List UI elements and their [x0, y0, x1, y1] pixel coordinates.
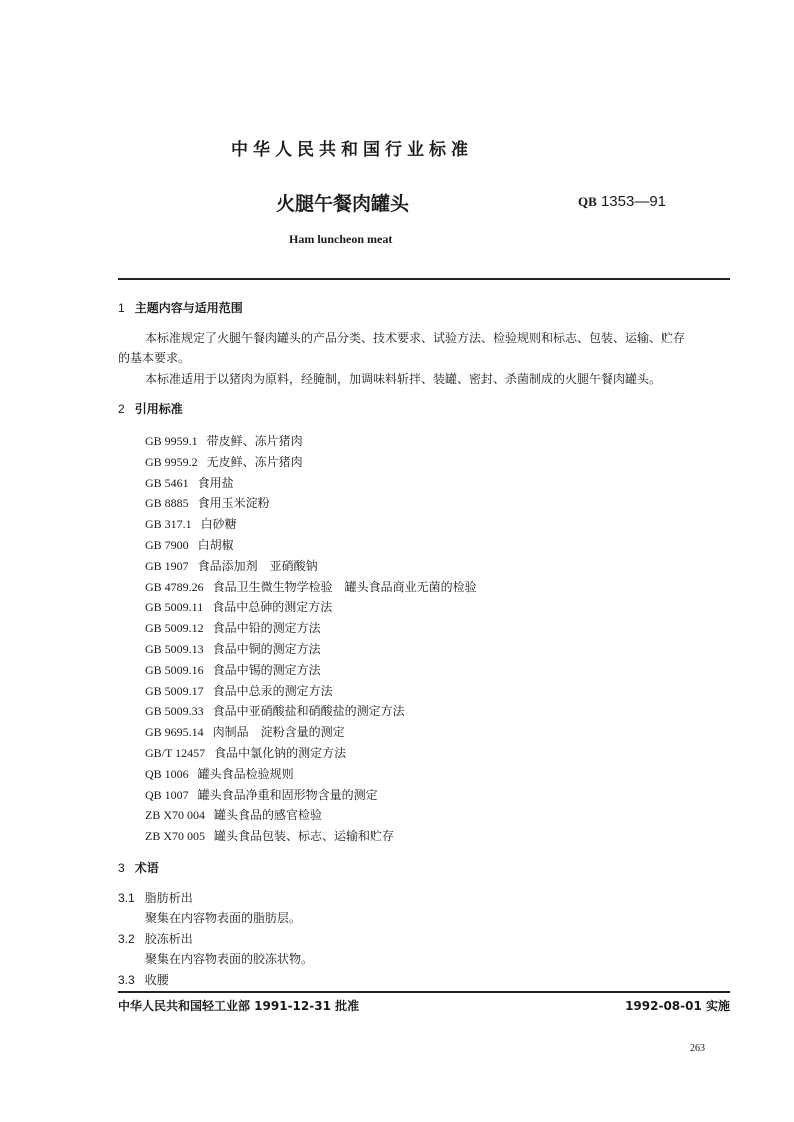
reference-item [145, 560, 318, 572]
term-3-3: 3.3 收腰 [118, 973, 169, 987]
section-2-heading: 2 引用标准 [118, 402, 183, 416]
reference-item [145, 601, 332, 613]
reference-title: 罐头食品的感官检验 [214, 808, 323, 823]
reference-title: 食品中亚硝酸盐和硝酸盐的测定方法 [212, 704, 405, 719]
reference-title: 食用盐 [197, 475, 234, 490]
reference-item [145, 830, 394, 842]
reference-title: 食品中氯化钠的测定方法 [214, 746, 347, 760]
effective-date: 1992-08-01 实施 [625, 999, 730, 1013]
section-1-para1: 本标准规定了火腿午餐肉罐头的产品分类、技术要求、试验方法、检验规则和标志、包装、运输、贮存 [145, 331, 686, 345]
reference-item [145, 726, 345, 738]
reference-item [145, 518, 237, 530]
reference-title: 肉制品 淀粉含量的测定 [212, 725, 345, 740]
reference-code: GB 8885 [145, 496, 189, 511]
reference-item [145, 768, 294, 780]
reference-code: GB 5009.17 [145, 683, 204, 698]
reference-title: 食品添加剂 亚硝酸钠 [197, 558, 318, 573]
reference-code: GB 5009.13 [145, 642, 204, 656]
reference-title: 食用玉米淀粉 [197, 496, 270, 511]
reference-item [145, 705, 405, 717]
reference-item [145, 497, 270, 509]
page-number: 263 [690, 1043, 705, 1054]
term-3-1-definition: 聚集在内容物表面的脂肪层。 [145, 911, 302, 925]
reference-code: GB 5009.33 [145, 704, 204, 719]
reference-item [145, 477, 234, 489]
reference-title: 无皮鲜、冻片猪肉 [206, 454, 303, 469]
reference-code: GB 4789.26 [145, 579, 204, 594]
reference-item [145, 622, 321, 634]
reference-code: GB 317.1 [145, 517, 192, 532]
reference-code: QB 1006 [145, 766, 189, 781]
standard-code: QB 1353—91 [578, 193, 667, 210]
reference-title: 罐头食品检验规则 [197, 766, 294, 781]
section-1-para2: 本标准适用于以猪肉为原料，经腌制，加调味料斩拌、装罐、密封、杀菌制成的火腿午餐肉罐头。 [145, 372, 662, 386]
reference-title: 食品中锡的测定方法 [212, 662, 321, 677]
section-1-para1-cont: 的基本要求。 [118, 351, 191, 365]
reference-item [145, 456, 303, 468]
reference-code: QB 1007 [145, 787, 189, 802]
reference-code: ZB X70 005 [145, 829, 205, 844]
approval-line: 中华人民共和国轻工业部 1991-12-31 批准 [118, 999, 360, 1013]
term-3-2-definition: 聚集在内容物表面的胶冻状物。 [145, 952, 314, 966]
reference-item [145, 581, 477, 593]
reference-code: GB 5009.16 [145, 662, 204, 677]
reference-title: 白砂糖 [200, 517, 237, 532]
footer-divider [118, 991, 730, 993]
reference-item [145, 435, 303, 447]
reference-title: 食品中铜的测定方法 [212, 642, 321, 656]
reference-item [145, 747, 346, 759]
reference-title: 食品中总汞的测定方法 [212, 683, 333, 698]
reference-code: GB/T 12457 [145, 746, 206, 760]
reference-title: 白胡椒 [197, 538, 234, 552]
national-standard-heading: 中华人民共和国行业标准 [231, 140, 473, 160]
reference-title: 带皮鲜、冻片猪肉 [206, 434, 303, 448]
reference-item [145, 685, 333, 697]
reference-code: GB 5461 [145, 475, 189, 490]
section-3-heading: 3 术语 [118, 861, 159, 875]
reference-title: 罐头食品包装、标志、运输和贮存 [214, 829, 395, 844]
reference-code: GB 9959.1 [145, 434, 198, 448]
reference-code: GB 1907 [145, 558, 189, 573]
reference-code: GB 7900 [145, 538, 189, 552]
reference-code: ZB X70 004 [145, 808, 205, 823]
reference-code: GB 9695.14 [145, 725, 204, 740]
section-1-heading: 1 主题内容与适用范围 [118, 301, 243, 315]
header-divider [118, 278, 730, 280]
reference-item [145, 643, 321, 655]
reference-item [145, 789, 378, 801]
reference-title: 食品中总砷的测定方法 [212, 600, 333, 615]
english-title: Ham luncheon meat [289, 232, 393, 246]
reference-item [145, 539, 234, 551]
reference-code: GB 5009.11 [145, 600, 204, 615]
term-3-1: 3.1 脂肪析出 [118, 891, 193, 905]
document-title: 火腿午餐肉罐头 [276, 193, 410, 215]
term-3-2: 3.2 胶冻析出 [118, 932, 193, 946]
reference-title: 食品卫生微生物学检验 罐头食品商业无菌的检验 [212, 579, 477, 594]
reference-title: 罐头食品净重和固形物含量的测定 [197, 787, 378, 802]
reference-code: GB 5009.12 [145, 621, 204, 636]
reference-title: 食品中铅的测定方法 [212, 621, 321, 636]
reference-item [145, 809, 322, 821]
reference-code: GB 9959.2 [145, 454, 198, 469]
reference-item [145, 664, 321, 676]
